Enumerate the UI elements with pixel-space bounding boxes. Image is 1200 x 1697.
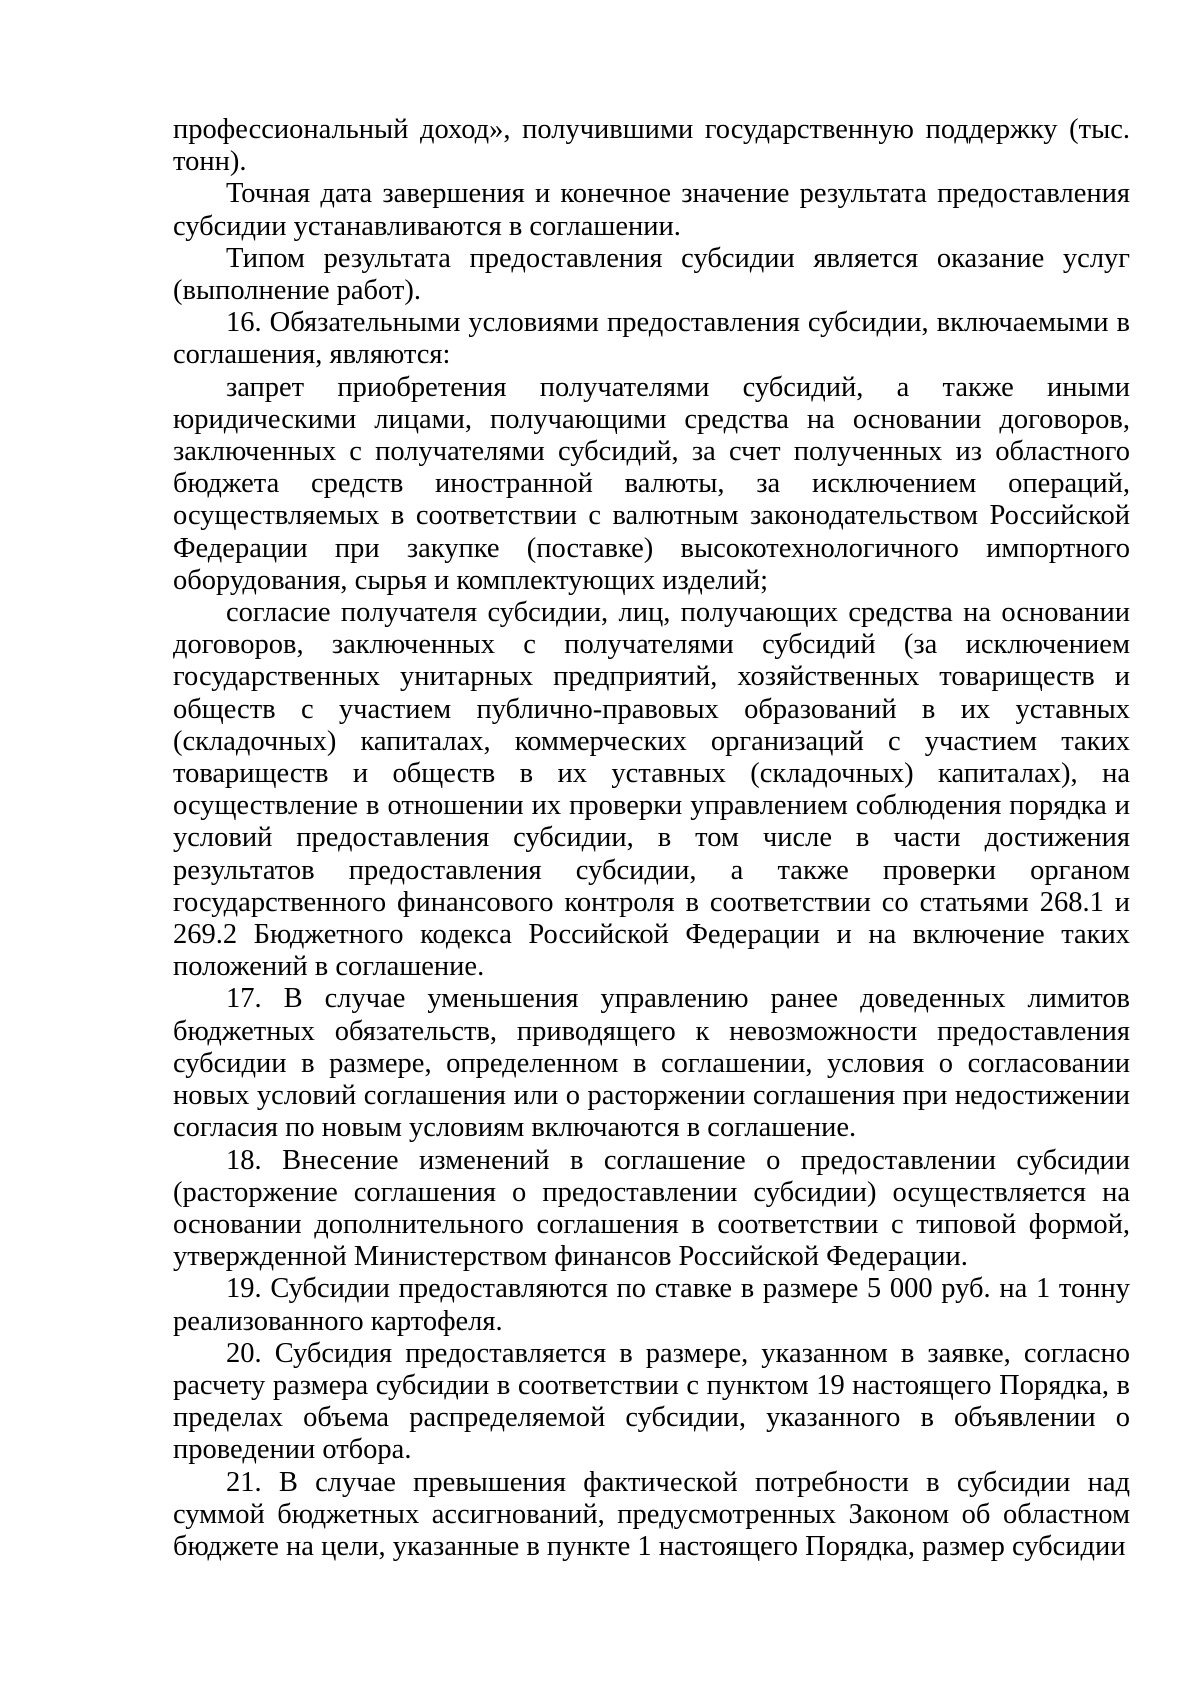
paragraph-result-type: Типом результата предоставления субсидии является оказание услуг (выполнение работ). [173,242,1130,307]
paragraph-21: 21. В случае превышения фактической потребности в субсидии над суммой бюджетных ассигнований, предусмотренных Законом об областном бюджете на цели, указанные в пункте 1 настоящего Порядка, размер субсидии [173,1466,1130,1562]
paragraph-18: 18. Внесение изменений в соглашение о предоставлении субсидии (расторжение соглашения о предоставлении субсидии) осуществляется на основании дополнительного соглашения в соответствии с типовой формой, утвержденной Министерством финансов Российской Федерации. [173,1144,1130,1273]
paragraph-result-date: Точная дата завершения и конечное значение результата предоставления субсидии устанавливаются в соглашении. [173,178,1130,242]
document-page [173,114,1130,1563]
paragraph-16-currency-ban: запрет приобретения получателями субсидий, а также иными юридическими лицами, получающими средства на основании договоров, заключенных с получателями субсидий, за счет полученных из областного бюджета средств иностранной валюты, за исключением операций, осуществляемых в соответствии с валютным законодательством Российской Федерации при закупке (поставке) высокотехнологичного импортного оборудования, сырья и комплектующих изделий; [173,371,1130,596]
paragraph-17: 17. В случае уменьшения управлению ранее доведенных лимитов бюджетных обязательств, приводящего к невозможности предоставления субсидии в размере, определенном в соглашении, условия о согласовании новых условий соглашения или о расторжении соглашения при недостижении согласия по новым условиям включаются в соглашение. [173,983,1130,1144]
paragraph-20: 20. Субсидия предоставляется в размере, указанном в заявке, согласно расчету размера субсидии в соответствии с пунктом 19 настоящего Порядка, в пределах объема распределяемой субсидии, указанного в объявлении о проведении отбора. [173,1337,1130,1466]
paragraph-16-consent: согласие получателя субсидии, лиц, получающих средства на основании договоров, заключенных с получателями субсидий (за исключением государственных унитарных предприятий, хозяйственных товариществ и обществ с участием публично-правовых образований в их уставных (складочных) капиталах, коммерческих организаций с участием таких товариществ и обществ в их уставных (складочных) капиталах), на осуществление в отношении их проверки управлением соблюдения порядка и условий предоставления субсидии, в том числе в части достижения результатов предоставления субсидии, а также проверки органом государственного финансового контроля в соответствии со статьями 268.1 и 269.2 Бюджетного кодекса Российской Федерации и на включение таких положений в соглашение. [173,597,1130,983]
paragraph-16: 16. Обязательными условиями предоставления субсидии, включаемыми в соглашения, являются: [173,307,1130,371]
paragraph-19: 19. Субсидии предоставляются по ставке в размере 5 000 руб. на 1 тонну реализованного картофеля. [173,1273,1130,1337]
paragraph-continuation: профессиональный доход», получившими государственную поддержку (тыс. тонн). [173,114,1130,178]
